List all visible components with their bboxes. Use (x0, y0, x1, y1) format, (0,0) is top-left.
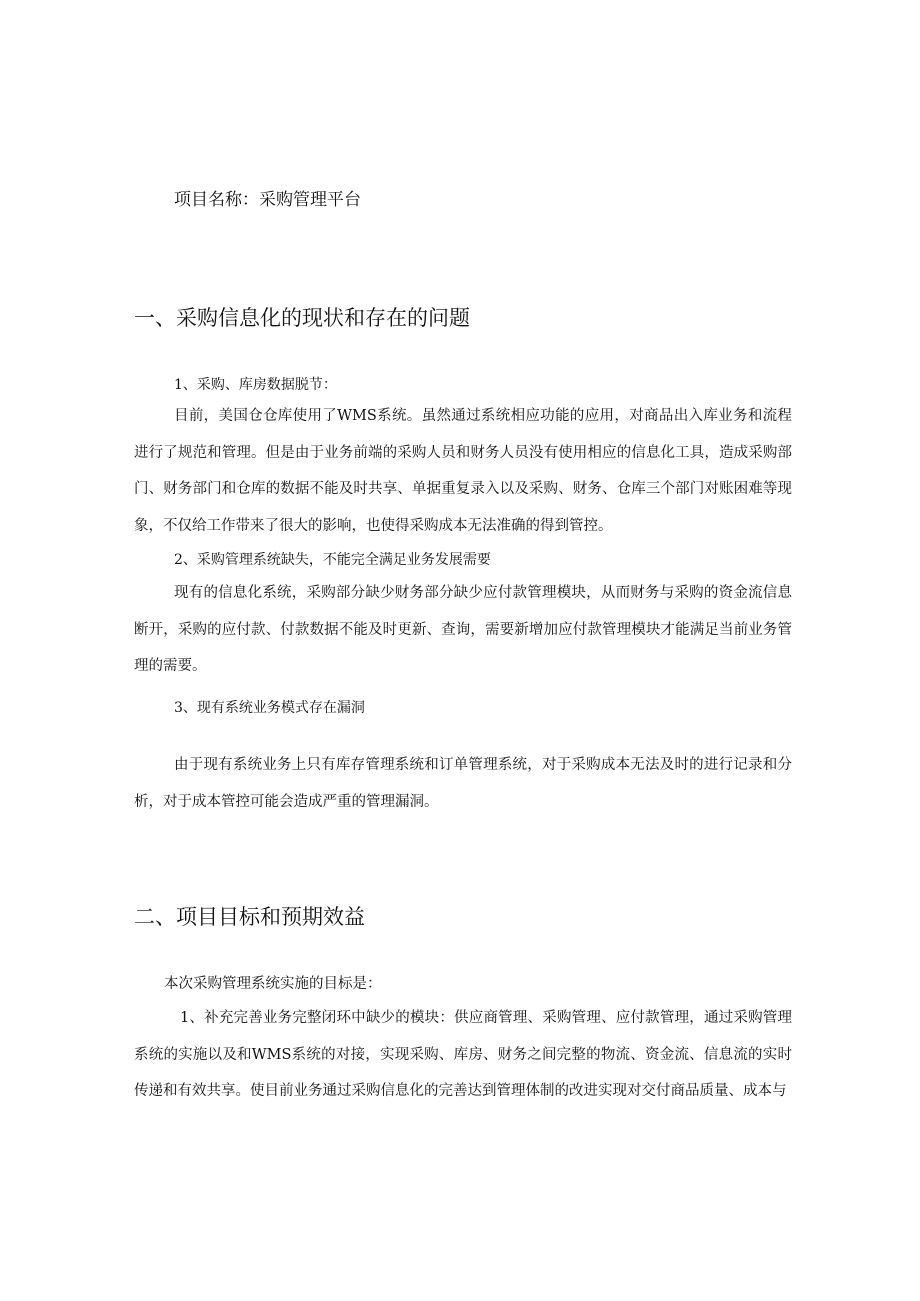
section-1-item-2-title: 2、采购管理系统缺失，不能完全满足业务发展需要 (174, 552, 491, 568)
section-1-item-2-body: 现有的信息化系统，采购部分缺少财务部分缺少应付款管理模块，从而财务与采购的资金流信息断开，采购的应付款、付款数据不能及时更新、查询，需要新增加应付款管理模块才能满足当前业务管理的需要。 (134, 585, 792, 674)
section-1-item-1-title: 1、采购、库房数据脱节： (174, 377, 337, 393)
section-1-item-1-body: 目前，美国仓仓库使用了WMS系统。虽然通过系统相应功能的应用，对商品出入库业务和流程进行了规范和管理。但是由于业务前端的采购人员和财务人员没有使用相应的信息化工具，造成采购部门、财务部门和仓库的数据不能及时共享、单据重复录入以及采购、财务、仓库三个部门对账困难等现象，不仅给工作带来了很大的影响，也使得采购成本无法准确的得到管控。 (134, 408, 792, 534)
project-name: 项目名称：采购管理平台 (174, 190, 361, 210)
section-2-heading: 二、项目目标和预期效益 (134, 905, 365, 929)
section-2-item-1-body: 1、补充完善业务完整闭环中缺少的模块：供应商管理、采购管理、应付款管理，通过采购管理系统的实施以及和WMS系统的对接，实现采购、库房、财务之间完整的物流、资金流、信息流的实时传递和有效共享。使目前业务通过采购信息化的完善达到管理体制的改进实现对交付商品质量、成本与 (134, 1010, 792, 1099)
section-1-item-3-title: 3、现有系统业务模式存在漏洞 (174, 700, 365, 716)
section-1-item-3-body: 由于现有系统业务上只有库存管理系统和订单管理系统，对于采购成本无法及时的进行记录和分析，对于成本管控可能会造成严重的管理漏洞。 (134, 757, 792, 810)
section-1-heading: 一、采购信息化的现状和存在的问题 (134, 306, 470, 330)
section-2-intro: 本次采购管理系统实施的目标是： (164, 976, 382, 992)
